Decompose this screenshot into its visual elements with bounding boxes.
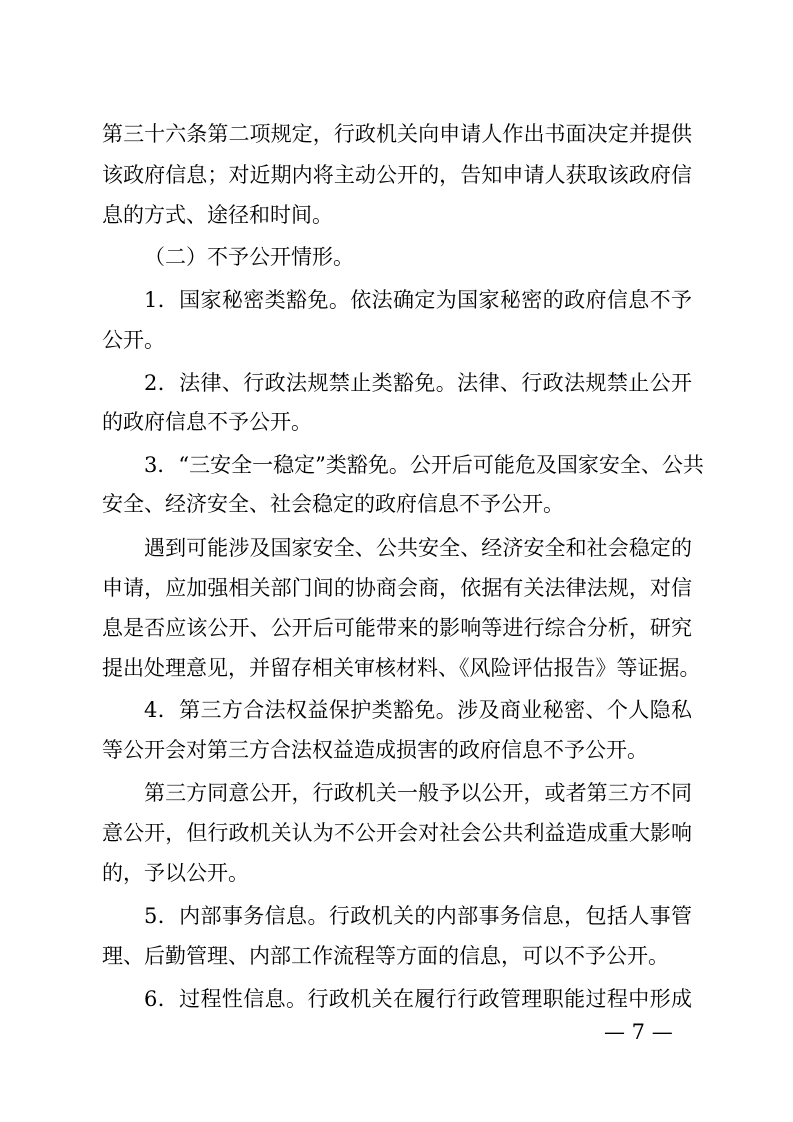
section-heading: （二）不予公开情形。 <box>144 245 354 269</box>
paragraph-line-6: 公开。 <box>102 328 165 352</box>
paragraph-line-13: 息是否应该公开、公开后可能带来的影响等进行综合分析，研究 <box>102 616 692 640</box>
paragraph-line-17: 第三方同意公开，行政机关一般予以公开，或者第三方不同 <box>144 781 692 805</box>
paragraph-line-19: 的，予以公开。 <box>102 861 249 885</box>
page-number: — 7 — <box>604 1020 673 1044</box>
paragraph-line-1: 第三十六条第二项规定，行政机关向申请人作出书面决定并提供 <box>102 122 692 146</box>
paragraph-line-16: 等公开会对第三方合法权益造成损害的政府信息不予公开。 <box>102 738 648 762</box>
paragraph-line-10: 安全、经济安全、社会稳定的政府信息不予公开。 <box>102 492 564 516</box>
paragraph-line-12: 申请，应加强相关部门间的协商会商，依据有关法律法规，对信 <box>102 576 692 600</box>
paragraph-line-20: 5．内部事务信息。行政机关的内部事务信息，包括人事管 <box>144 904 692 928</box>
paragraph-line-5: 1．国家秘密类豁免。依法确定为国家秘密的政府信息不予 <box>144 288 692 312</box>
paragraph-line-9: 3．“三安全一稳定”类豁免。公开后可能危及国家安全、公共 <box>144 453 704 477</box>
paragraph-line-8: 的政府信息不予公开。 <box>102 410 312 434</box>
paragraph-line-3: 息的方式、途径和时间。 <box>102 203 333 227</box>
paragraph-line-7: 2．法律、行政法规禁止类豁免。法律、行政法规禁止公开 <box>144 371 692 395</box>
paragraph-line-18: 意公开，但行政机关认为不公开会对社会公共利益造成重大影响 <box>102 821 692 845</box>
paragraph-line-11: 遇到可能涉及国家安全、公共安全、经济安全和社会稳定的 <box>144 536 692 560</box>
paragraph-line-21: 理、后勤管理、内部工作流程等方面的信息，可以不予公开。 <box>102 944 669 968</box>
paragraph-line-2: 该政府信息；对近期内将主动公开的，告知申请人获取该政府信 <box>102 163 692 187</box>
paragraph-line-14: 提出处理意见，并留存相关审核材料、《风险评估报告》等证据。 <box>102 656 701 680</box>
paragraph-line-22: 6．过程性信息。行政机关在履行行政管理职能过程中形成 <box>144 987 692 1011</box>
paragraph-line-15: 4．第三方合法权益保护类豁免。涉及商业秘密、个人隐私 <box>144 698 692 722</box>
